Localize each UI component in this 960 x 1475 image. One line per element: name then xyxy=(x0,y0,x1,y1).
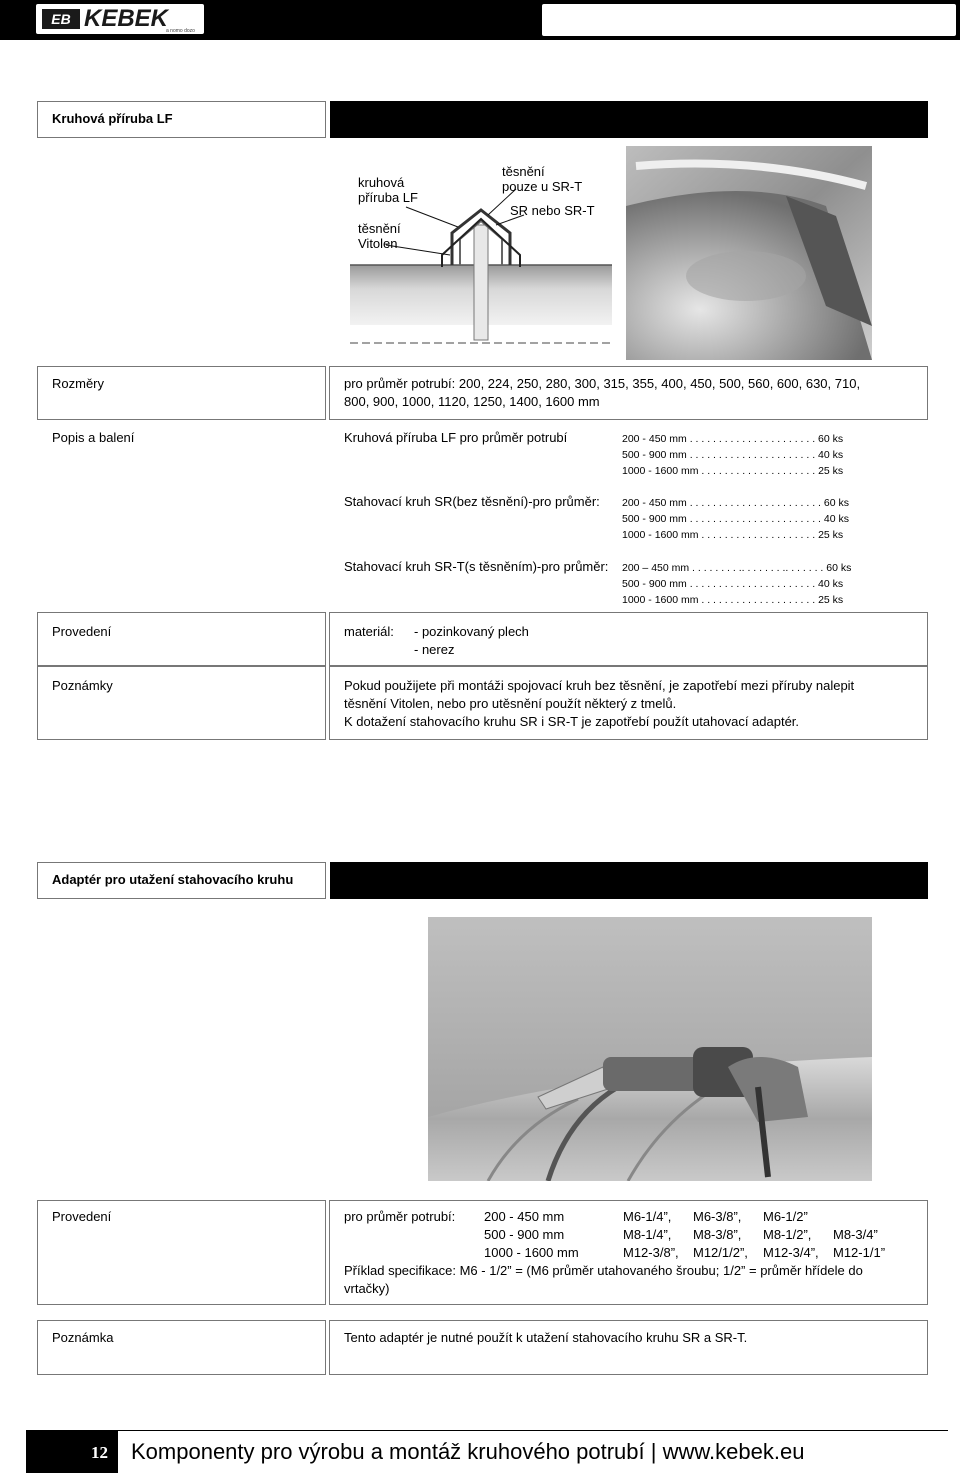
footer-rule xyxy=(26,1430,948,1431)
dimensions-text-line1: pro průměr potrubí: 200, 224, 250, 280, 300, 315, 355, 400, 450, 500, 560, 600, 630, 710, xyxy=(344,376,861,391)
group2-name: Stahovací kruh SR(bez těsnění)-pro průměr: xyxy=(344,494,600,509)
group1-line1: 200 - 450 mm . . . . . . . . . . . . . . . . . . . . . . 60 ks xyxy=(622,433,844,445)
notes-line1: Pokud použijete při montáži spojovací kruh bez těsnění, je zapotřebí mezi příruby nalepit xyxy=(344,678,855,693)
adapter-size-1: 200 - 450 mm xyxy=(484,1209,565,1224)
adapter-photo xyxy=(428,917,872,1181)
adapter-spec-2a: M8-1/4”, xyxy=(623,1227,672,1242)
notes-line2: těsnění Vitolen, nebo pro utěsnění použít některý z tmelů. xyxy=(344,696,677,711)
footer-text: Komponenty pro výrobu a montáž kruhového potrubí | www.kebek.eu xyxy=(131,1439,805,1464)
execution-label: Provedení xyxy=(52,624,112,639)
group3-name: Stahovací kruh SR-T(s těsněním)-pro průměr: xyxy=(344,559,609,574)
label-seal-line2: pouze u SR-T xyxy=(502,179,583,194)
label-seal-line1: těsnění xyxy=(502,164,545,179)
dimensions-label-cell xyxy=(37,366,326,420)
label-vitolen-line2: Vitolen xyxy=(358,236,398,251)
flange-cross-section-diagram xyxy=(346,155,616,350)
dimensions-value-cell xyxy=(329,366,928,420)
dimensions-label: Rozměry xyxy=(52,376,105,391)
adapter-diam-label: pro průměr potrubí: xyxy=(344,1209,456,1224)
execution-value-cell xyxy=(329,612,928,666)
label-vitolen xyxy=(358,221,401,251)
adapter-execution-label-cell xyxy=(37,1200,326,1305)
section2-title-bar xyxy=(330,862,928,899)
dimensions-text-line2: 800, 900, 1000, 1120, 1250, 1400, 1600 mm xyxy=(344,394,600,409)
adapter-spec-3d: M12-1/1” xyxy=(833,1245,886,1260)
label-seal-srt xyxy=(502,164,582,194)
group3-line2: 500 - 900 mm . . . . . . . . . . . . . . . . . . . . . . 40 ks xyxy=(622,578,844,590)
notes-label-cell xyxy=(37,666,326,740)
adapter-note-text: Tento adaptér je nutné použít k utažení stahovacího kruhu SR a SR-T. xyxy=(344,1330,748,1345)
group1-line3: 1000 - 1600 mm . . . . . . . . . . . . . . . . . . . . 25 ks xyxy=(622,465,844,477)
adapter-note-label: Poznámka xyxy=(52,1330,114,1345)
adapter-spec-3a: M12-3/8”, xyxy=(623,1245,679,1260)
label-flange-line2: příruba LF xyxy=(358,190,418,205)
packaging-label: Popis a balení xyxy=(52,430,135,445)
section2-title: Adaptér pro utažení stahovacího kruhu xyxy=(52,872,294,887)
group1-line2: 500 - 900 mm . . . . . . . . . . . . . . . . . . . . . . 40 ks xyxy=(622,449,844,461)
section1-title-box xyxy=(37,101,326,138)
label-sr: SR nebo SR-T xyxy=(510,203,595,218)
material-2: - nerez xyxy=(414,642,455,657)
execution-label-cell xyxy=(37,612,326,666)
label-flange xyxy=(358,175,418,205)
adapter-spec-2b: M8-3/8”, xyxy=(693,1227,742,1242)
logo-name: KEBEK xyxy=(84,5,169,32)
adapter-note-value-cell xyxy=(329,1320,928,1375)
label-flange-line1: kruhová xyxy=(358,175,405,190)
adapter-spec-1a: M6-1/4”, xyxy=(623,1209,672,1224)
logo-mark: EB xyxy=(42,9,80,29)
label-vitolen-line1: těsnění xyxy=(358,221,401,236)
adapter-spec-2d: M8-3/4” xyxy=(833,1227,878,1242)
group2-line2: 500 - 900 mm . . . . . . . . . . . . . . . . . . . . . . . 40 ks xyxy=(622,513,849,525)
material-1: - pozinkovaný plech xyxy=(414,624,529,639)
adapter-spec-2c: M8-1/2”, xyxy=(763,1227,812,1242)
adapter-size-3: 1000 - 1600 mm xyxy=(484,1245,579,1260)
group3-line1: 200 – 450 mm . . . . . . . . .. . . . . . . .. . . . . . . 60 ks xyxy=(622,562,852,574)
group3-line3: 1000 - 1600 mm . . . . . . . . . . . . . . . . . . . . 25 ks xyxy=(622,594,844,606)
section1-title: Kruhová příruba LF xyxy=(52,111,173,126)
adapter-spec-3b: M12/1/2”, xyxy=(693,1245,748,1260)
group2-line1: 200 - 450 mm . . . . . . . . . . . . . . . . . . . . . . . 60 ks xyxy=(622,497,849,509)
notes-label: Poznámky xyxy=(52,678,113,693)
adapter-execution-value-cell xyxy=(329,1200,928,1305)
material-label: materiál: xyxy=(344,624,394,639)
kebek-logo xyxy=(36,4,204,34)
header-blank-panel xyxy=(542,4,956,36)
adapter-note-label-cell xyxy=(37,1320,326,1375)
adapter-example-line2: vrtačky) xyxy=(344,1281,390,1296)
adapter-size-2: 500 - 900 mm xyxy=(484,1227,565,1242)
notes-line3: K dotažení stahovacího kruhu SR i SR-T je zapotřebí použít utahovací adaptér. xyxy=(344,714,800,729)
notes-value-cell xyxy=(329,666,928,740)
page-number: 12 xyxy=(26,1431,118,1473)
section1-title-bar xyxy=(330,101,928,138)
adapter-spec-1c: M6-1/2” xyxy=(763,1209,808,1224)
group1-name: Kruhová příruba LF pro průměr potrubí xyxy=(344,430,568,445)
adapter-execution-label: Provedení xyxy=(52,1209,112,1224)
adapter-spec-1b: M6-3/8”, xyxy=(693,1209,742,1224)
section2-title-box xyxy=(37,862,326,899)
adapter-spec-3c: M12-3/4”, xyxy=(763,1245,819,1260)
group2-line3: 1000 - 1600 mm . . . . . . . . . . . . . . . . . . . . 25 ks xyxy=(622,529,844,541)
logo-subtitle: a nomo dozo xyxy=(166,28,195,34)
adapter-example-line1: Příklad specifikace: M6 - 1/2” = (M6 průměr utahovaného šroubu; 1/2” = průměr hřídele do xyxy=(344,1263,863,1278)
flange-photo xyxy=(626,146,872,360)
